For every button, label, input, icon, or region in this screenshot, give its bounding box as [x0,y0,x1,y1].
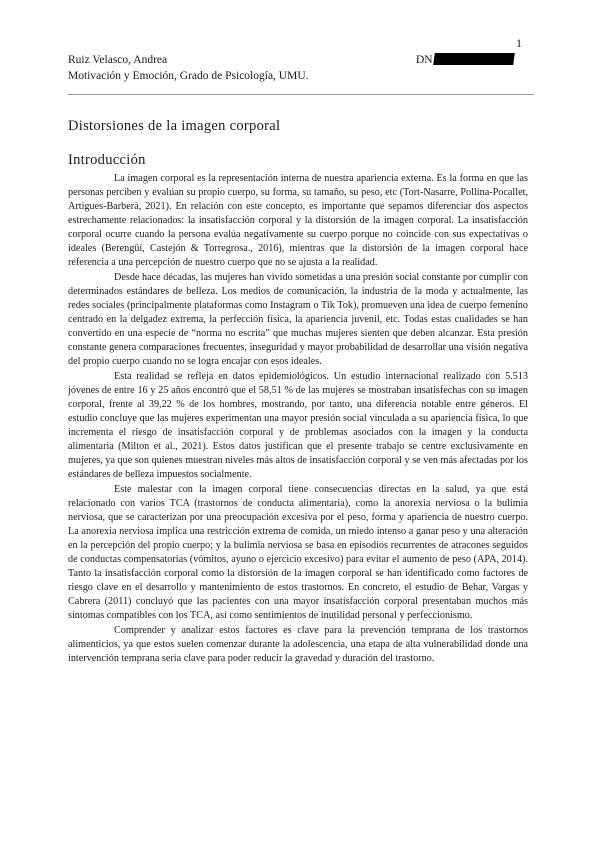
paragraph: Este malestar con la imagen corporal tiene consecuencias directas en la salud, ya que está relacionado con varios TCA (trastornos de conducta alimentaria), como la anorexia nerviosa o la bulimia nerviosa, que se caracterizan por una preocupación excesiva por el peso, forma y apariencia de nuestro cuerpo. La anorexia nerviosa implica una restricción extrema de comida, un miedo intenso a ganar peso y una alteración en la percepción del propio cuerpo; y la bulimia nerviosa se basa en episodios recurrentes de atracones seguidos de conductas compensatorias (vómitos, ayuno o ejercicio excesivo) para evitar el aumento de peso (APA, 2014). Tanto la insatisfacción corporal como la distorsión de la imagen corporal se han identificado como factores de riesgo clave en el desarrollo y mantenimiento de estos trastornos. En concreto, el estudio de Behar, Vargas y Cabrera (2011) concluyó que las pacientes con una mayor insatisfacción corporal presentaban muchos más síntomas compatibles con los TCA, así como sentimientos de inutilidad personal y perfeccionismo. [68,484,528,621]
header-divider [68,94,534,95]
paragraph: Esta realidad se refleja en datos epidemiológicos. Un estudio internacional realizado con 5.513 jóvenes de entre 16 y 25 años encontró que el 58,51 % de las mujeres se mostraban insatisfechas con su imagen corporal, frente al 39,22 % de los hombres, mostrando, por tanto, una diferencia notable entre géneros. El estudio concluye que las mujeres experimentan una mayor presión social vinculada a su apariencia física, lo que incrementa el riesgo de insatisfacción corporal y de problemas asociados con la imagen y la conducta alimentaria (Milton et al., 2021). Estos datos justifican que el presente trabajo se centre exclusivamente en mujeres, ya que son quienes muestran niveles más altos de insatisfacción corporal y se ven más afectadas por los estándares de belleza impuestos socialmente. [68,371,528,480]
page-number: 1 [516,36,522,50]
dni-field [416,52,514,68]
document-title: Distorsiones de la imagen corporal [68,118,281,134]
redaction-bar [433,53,515,65]
document-body [68,172,528,667]
section-title: Introducción [68,152,146,168]
dni-label: DN [416,54,433,66]
document-header [68,52,538,84]
paragraph: La imagen corporal es la representación interna de nuestra apariencia externa. Es la forma en que las personas perciben y evalúan su propio cuerpo, su forma, su tamaño, su peso, etc (Tort-Nasarre, Pollina-Pocallet, Artigues-Barberà, 2021). En relación con este concepto, es importante que sepamos diferenciar dos aspectos estrechamente relacionados: la insatisfacción corporal y la distorsión de la imagen corporal. La insatisfacción corporal ocurre cuando la persona evalúa negativamente su cuerpo porque no coincide con sus expectativas o ideales (Berengüí, Castejón & Torregrosa., 2016), mientras que la distorsión de la imagen corporal hace referencia a una percepción de nuestro cuerpo que no se ajusta a la realidad. [68,173,528,268]
paragraph: Desde hace décadas, las mujeres han vivido sometidas a una presión social constante por cumplir con determinados estándares de belleza. Los medios de comunicación, la industria de la moda y actualmente, las redes sociales (principalmente plataformas como Instagram o Tik Tok), promueven una idea de cuerpo femenino centrado en la delgadez extrema, la perfección física, la apariencia juvenil, etc. Todas estas cualidades se han convertido en una especie de “norma no escrita” que muchas mujeres sienten que deben alcanzar. Esta presión constante genera comparaciones frecuentes, inseguridad y mayor probabilidad de desarrollar una visión negativa del propio cuerpo cuando no se logra encajar con esos ideales. [68,272,528,367]
course-info: Motivación y Emoción, Grado de Psicología, UMU. [68,70,309,82]
author-name: Ruiz Velasco, Andrea [68,54,168,66]
paragraph: Comprender y analizar estos factores es clave para la prevención temprana de los trastornos alimenticios, ya que estos suelen comenzar durante la adolescencia, una etapa de alta vulnerabilidad donde una intervención temprana sería clave para poder reducir la gravedad y duración del trastorno. [68,625,528,664]
